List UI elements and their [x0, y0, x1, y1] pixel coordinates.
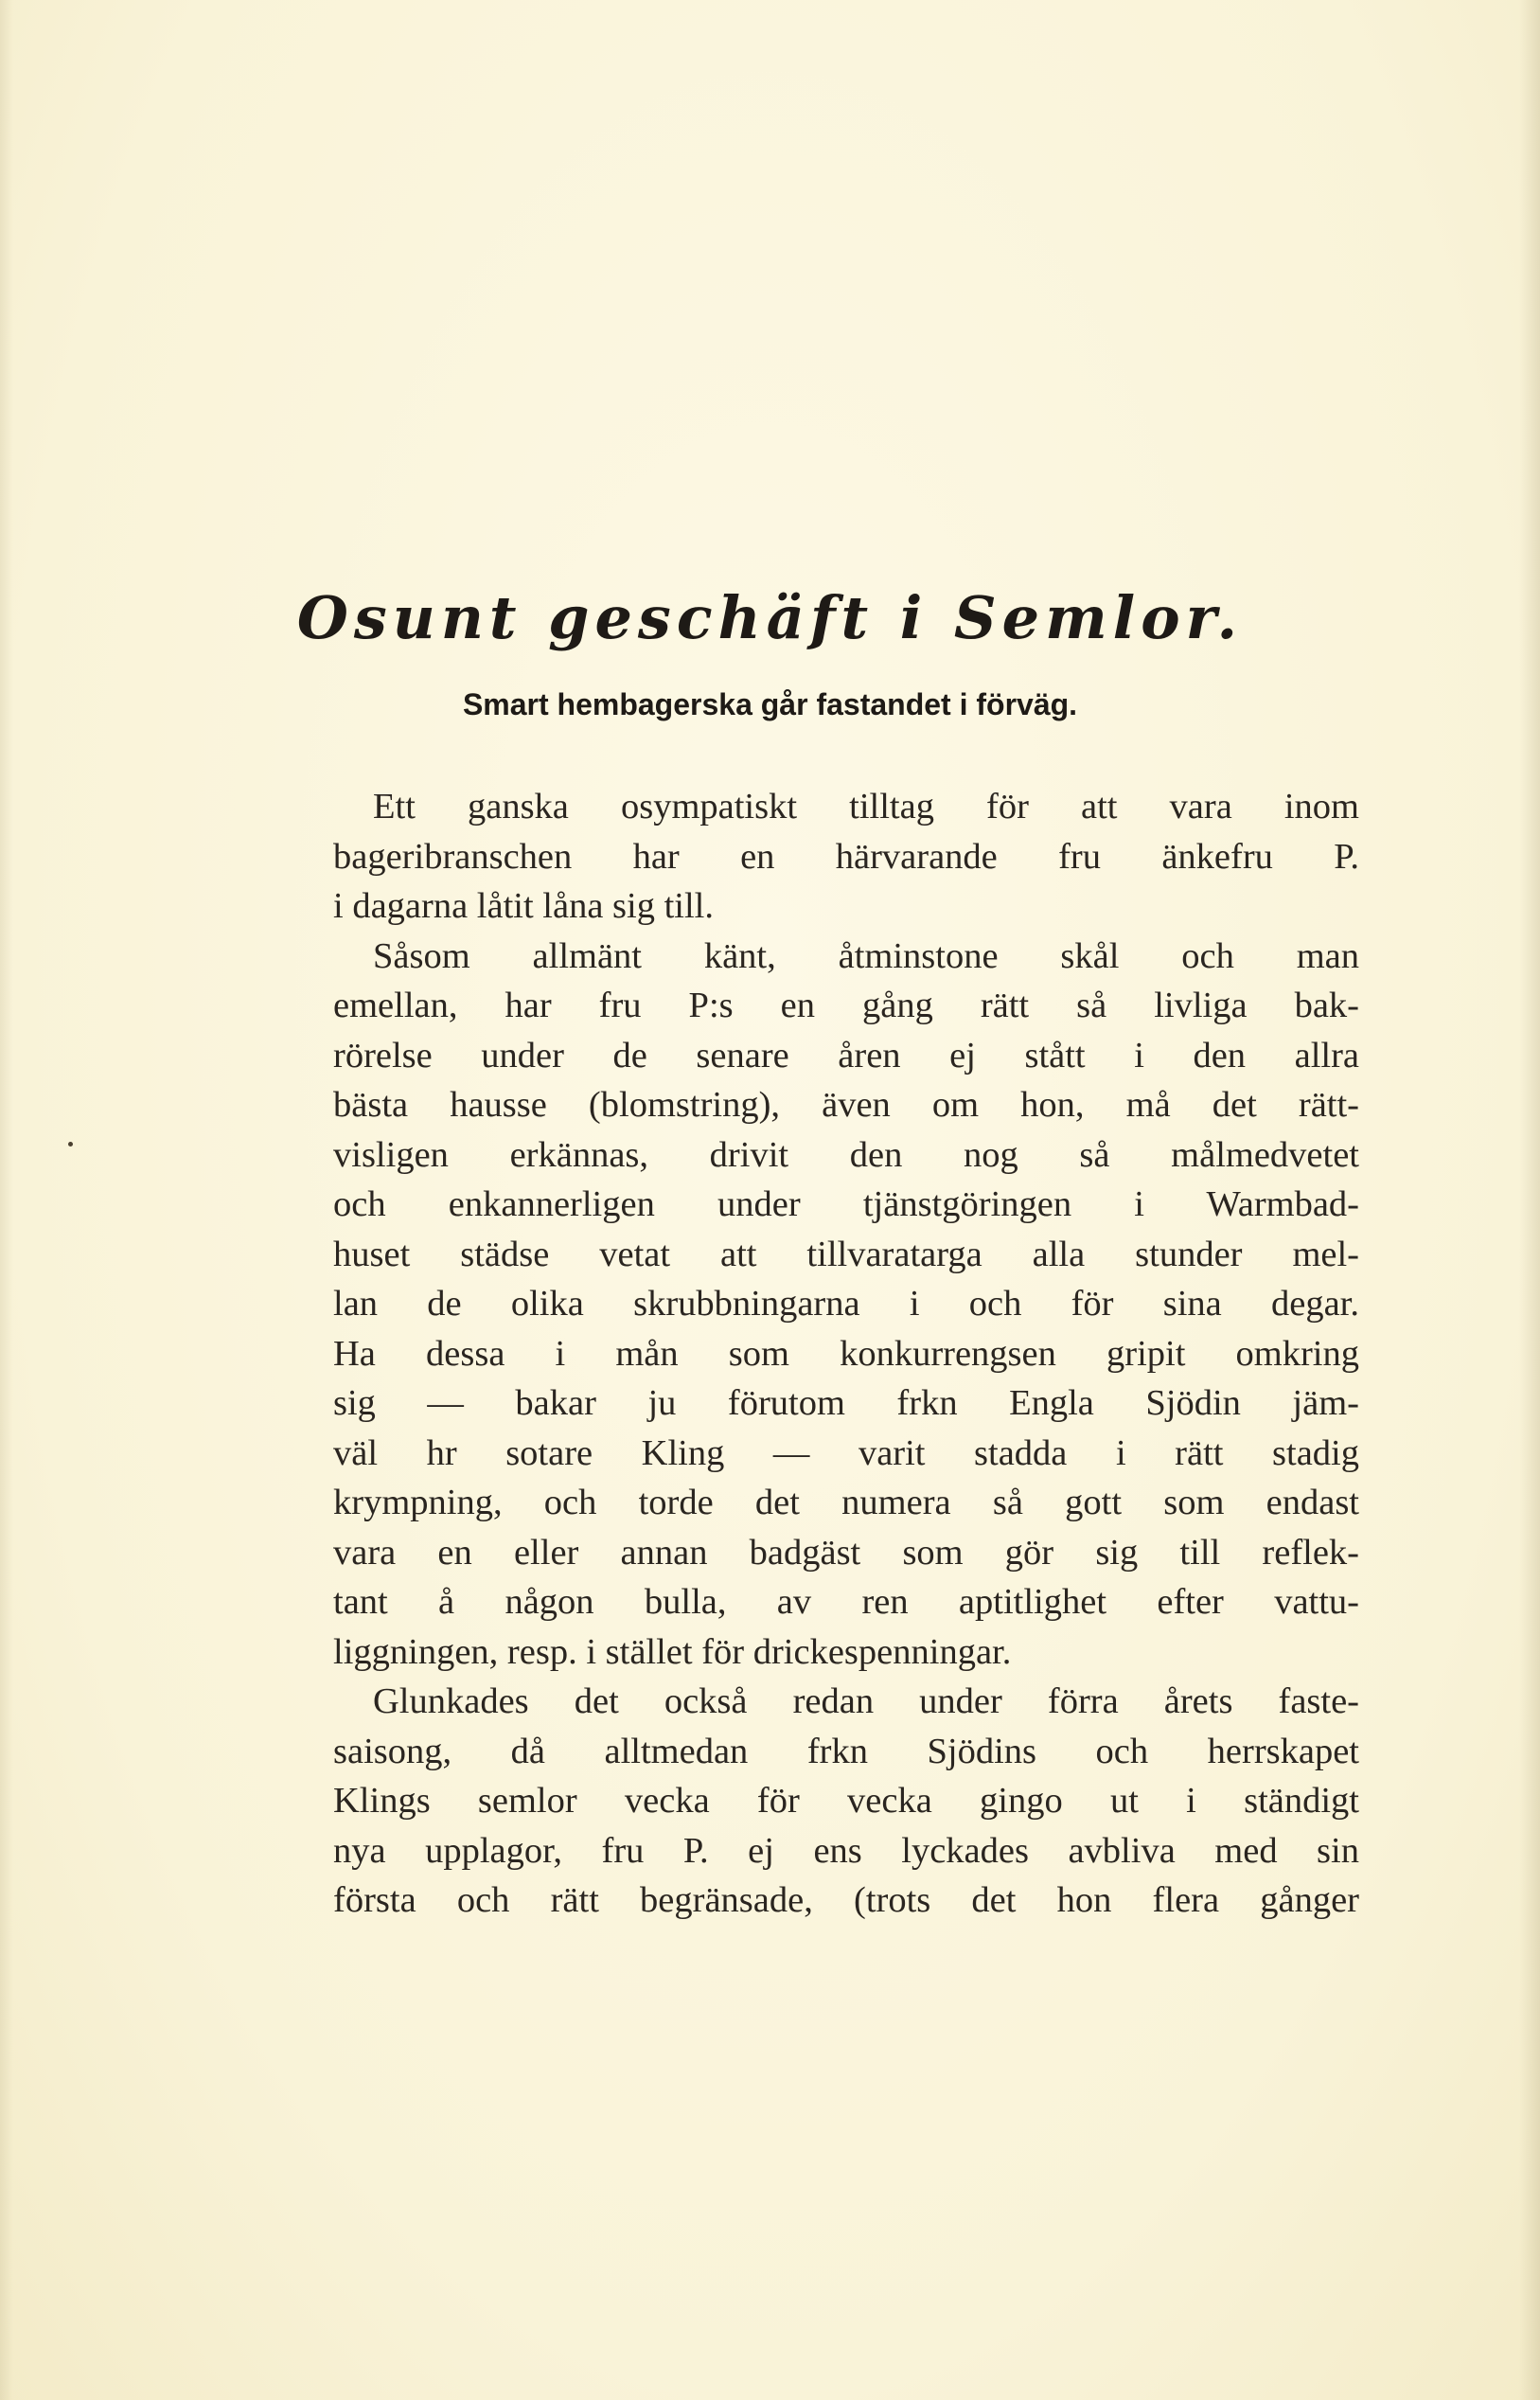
text-line: Såsom allmänt känt, åtminstone skål och man	[373, 935, 1359, 976]
paper-left-edge	[0, 0, 13, 2400]
text-line: lan de olika skrubbningarna i och för sina degar.	[333, 1284, 1359, 1324]
ink-speck	[68, 1142, 73, 1147]
text-line: rörelse under de senare åren ej stått i den allra	[333, 1035, 1359, 1076]
text-line: krympning, och torde det numera så gott som endast	[333, 1483, 1359, 1522]
text-line: Ett ganska osympatiskt tilltag för att vara inom	[373, 787, 1359, 827]
text-line: huset städse vetat att tillvaratarga alla stunder mel-	[333, 1234, 1359, 1274]
text-line: Glunkades det också redan under förra årets faste-	[373, 1681, 1359, 1721]
text-line: sig — bakar ju förutom frkn Engla Sjödin jäm-	[333, 1383, 1359, 1423]
paper-right-edge	[1519, 0, 1540, 2400]
text-line: emellan, har fru P:s en gång rätt så livliga bak-	[333, 986, 1359, 1025]
text-line: väl hr sotare Kling — varit stadda i rätt stadig	[333, 1432, 1359, 1473]
text-line: i dagarna låtit låna sig till.	[333, 886, 714, 926]
text-line: tant å någon bulla, av ren aptitlighet efter vattu-	[333, 1582, 1359, 1622]
text-line: visligen erkännas, drivit den nog så målmedvetet	[333, 1134, 1359, 1175]
text-line: Ha dessa i mån som konkurrengsen gripit omkring	[333, 1333, 1359, 1374]
text-line: och enkannerligen under tjänstgöringen i Warmbad-	[333, 1184, 1359, 1224]
article-subtitle: Smart hembagerska går fastandet i förväg.	[462, 687, 1078, 721]
text-line: Klings semlor vecka för vecka gingo ut i ständigt	[333, 1781, 1359, 1821]
text-line: nya upplagor, fru P. ej ens lyckades avbliva med sin	[333, 1830, 1359, 1871]
text-line: vara en eller annan badgäst som gör sig till reflek-	[333, 1532, 1359, 1573]
article-title: Osunt geschäft i Semlor.	[296, 583, 1244, 652]
text-line: första och rätt begränsade, (trots det hon flera gånger	[333, 1880, 1359, 1920]
text-line: bästa hausse (blomstring), även om hon, må det rätt-	[333, 1085, 1359, 1125]
article-body	[333, 782, 1359, 1926]
text-line: bageribranschen har en härvarande fru änkefru P.	[333, 836, 1359, 877]
text-line: saisong, då alltmedan frkn Sjödins och herrskapet	[333, 1731, 1359, 1771]
text-line: liggningen, resp. i stället för drickespenningar.	[333, 1631, 1012, 1672]
